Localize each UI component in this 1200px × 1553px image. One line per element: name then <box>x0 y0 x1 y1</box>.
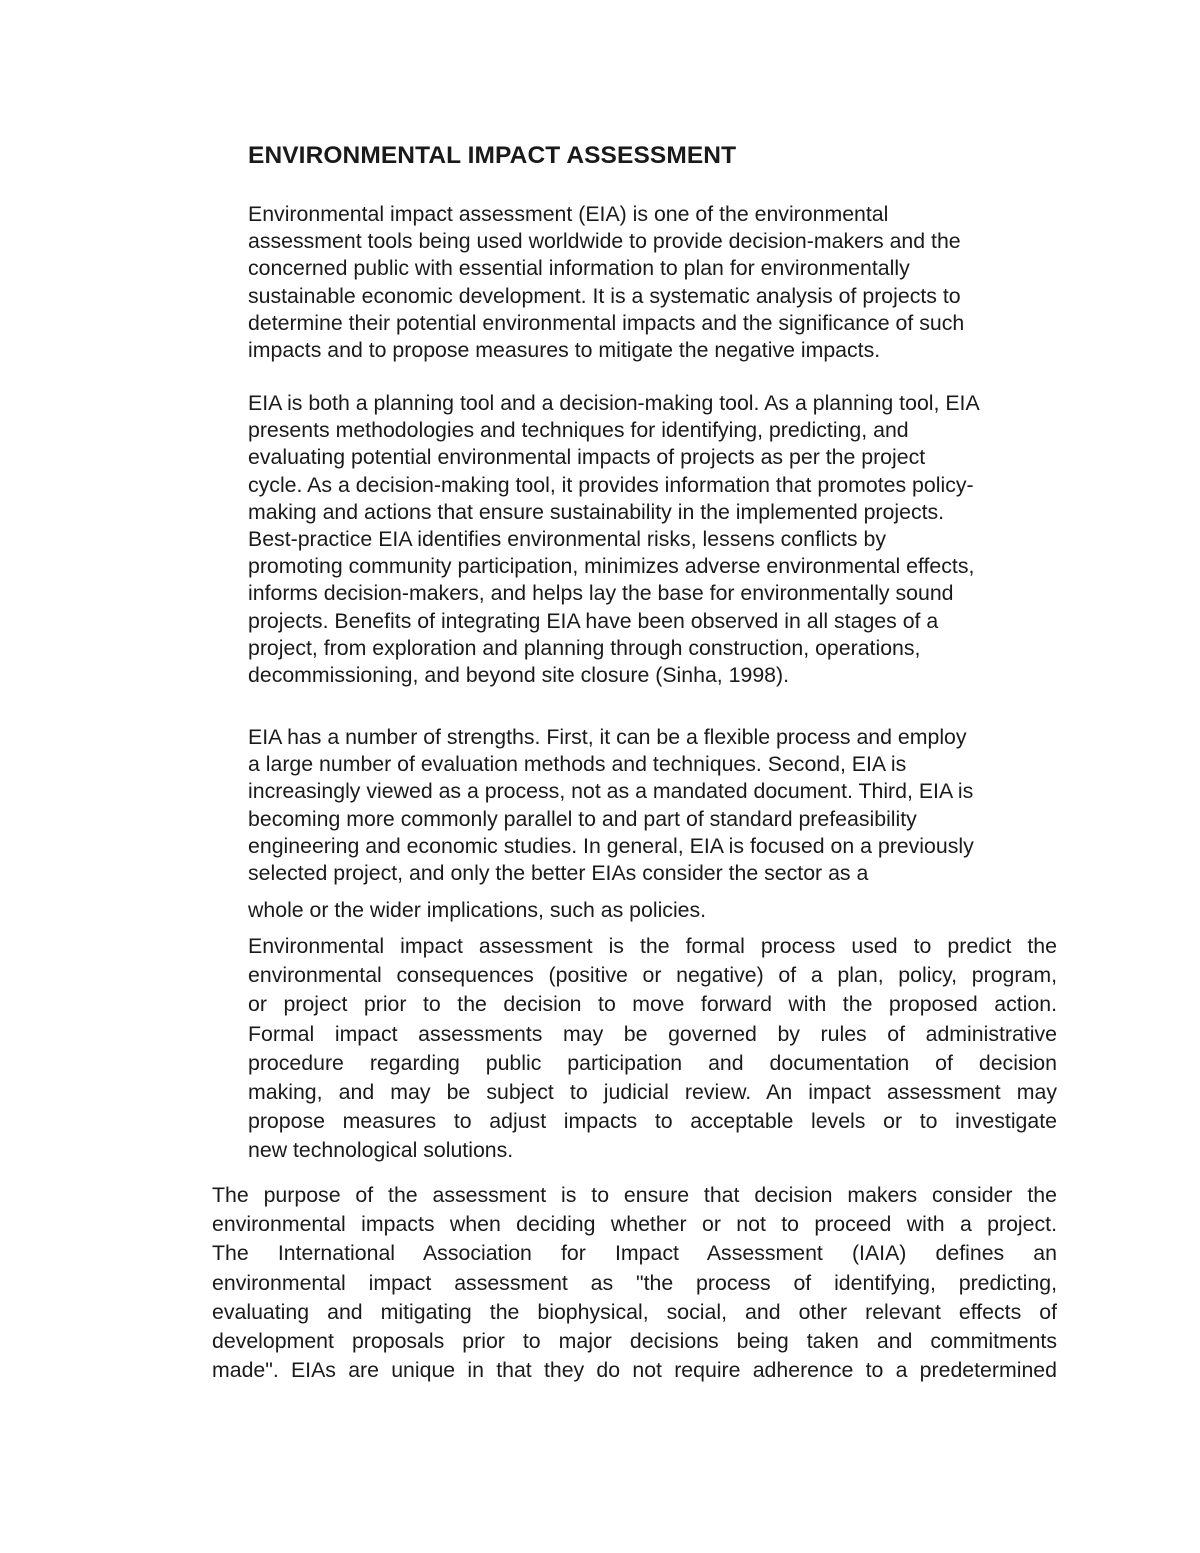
paragraph-line: presents methodologies and techniques for identifying, predicting, and <box>248 418 909 443</box>
paragraph-line: The purpose of the assessment is to ensure that decision makers consider the <box>212 1183 1057 1207</box>
paragraph-line: cycle. As a decision-making tool, it provides information that promotes policy- <box>248 472 974 497</box>
paragraph-line: projects. Benefits of integrating EIA have been observed in all stages of a <box>248 608 939 633</box>
paragraph-line: or project prior to the decision to move forward with the proposed action. <box>248 992 1057 1017</box>
paragraph-line: evaluating and mitigating the biophysical, social, and other relevant effects of <box>212 1299 1057 1324</box>
paragraph-formal-process <box>248 932 1057 1166</box>
paragraph-line: decommissioning, and beyond site closure (Sinha, 1998). <box>248 663 790 688</box>
paragraph-line: engineering and economic studies. In general, EIA is focused on a previously <box>248 833 974 858</box>
paragraph-line: making, and may be subject to judicial review. An impact assessment may <box>248 1080 1057 1105</box>
paragraph-line: whole or the wider implications, such as policies. <box>248 898 707 922</box>
paragraph-line: Environmental impact assessment (EIA) is one of the environmental <box>248 202 889 226</box>
paragraph-planning-tool <box>248 390 1068 689</box>
paragraph-intro <box>248 201 1068 364</box>
paragraph-line: made". EIAs are unique in that they do not require adherence to a predetermined <box>212 1358 1057 1383</box>
paragraph-line: a large number of evaluation methods and techniques. Second, EIA is <box>248 752 907 777</box>
paragraph-line: determine their potential environmental impacts and the significance of such <box>248 310 965 335</box>
paragraph-line: EIA has a number of strengths. First, it can be a flexible process and employ <box>248 725 967 749</box>
paragraph-line: promoting community participation, minimizes adverse environmental effects, <box>248 554 975 579</box>
paragraph-line: environmental consequences (positive or negative) of a plan, policy, program, <box>248 963 1057 988</box>
paragraph-line: Best-practice EIA identifies environmental risks, lessens conflicts by <box>248 527 886 552</box>
paragraph-strengths <box>248 724 1068 887</box>
paragraph-line: procedure regarding public participation and documentation of decision <box>248 1050 1057 1075</box>
paragraph-line: impacts and to propose measures to mitigate the negative impacts. <box>248 338 881 363</box>
paragraph-line: environmental impact assessment as "the process of identifying, predicting, <box>212 1270 1057 1295</box>
paragraph-line: selected project, and only the better EIAs consider the sector as a <box>248 861 869 886</box>
paragraph-line: Environmental impact assessment is the formal process used to predict the <box>248 934 1057 958</box>
page-title: ENVIRONMENTAL IMPACT ASSESSMENT <box>248 142 737 169</box>
paragraph-line: The International Association for Impact Assessment (IAIA) defines an <box>212 1241 1057 1266</box>
paragraph-line: concerned public with essential information to plan for environmentally <box>248 256 910 281</box>
paragraph-line: becoming more commonly parallel to and part of standard prefeasibility <box>248 806 917 831</box>
paragraph-line: increasingly viewed as a process, not as a mandated document. Third, EIA is <box>248 779 974 804</box>
paragraph-line: Formal impact assessments may be governed by rules of administrative <box>248 1021 1057 1046</box>
paragraph-line: evaluating potential environmental impacts of projects as per the project <box>248 445 926 470</box>
paragraph-line: new technological solutions. <box>248 1138 514 1163</box>
paragraph-continuation <box>248 897 1068 924</box>
paragraph-line: informs decision-makers, and helps lay the base for environmentally sound <box>248 581 954 606</box>
paragraph-purpose <box>212 1181 1057 1385</box>
paragraph-line: sustainable economic development. It is a systematic analysis of projects to <box>248 283 961 308</box>
paragraph-line: propose measures to adjust impacts to acceptable levels or to investigate <box>248 1109 1057 1134</box>
paragraph-line: assessment tools being used worldwide to provide decision-makers and the <box>248 229 961 254</box>
paragraph-line: EIA is both a planning tool and a decision-making tool. As a planning tool, EIA <box>248 391 980 415</box>
paragraph-line: development proposals prior to major decisions being taken and commitments <box>212 1329 1057 1354</box>
paragraph-line: environmental impacts when deciding whether or not to proceed with a project. <box>212 1212 1057 1237</box>
paragraph-line: making and actions that ensure sustainability in the implemented projects. <box>248 499 945 524</box>
paragraph-line: project, from exploration and planning through construction, operations, <box>248 635 921 660</box>
